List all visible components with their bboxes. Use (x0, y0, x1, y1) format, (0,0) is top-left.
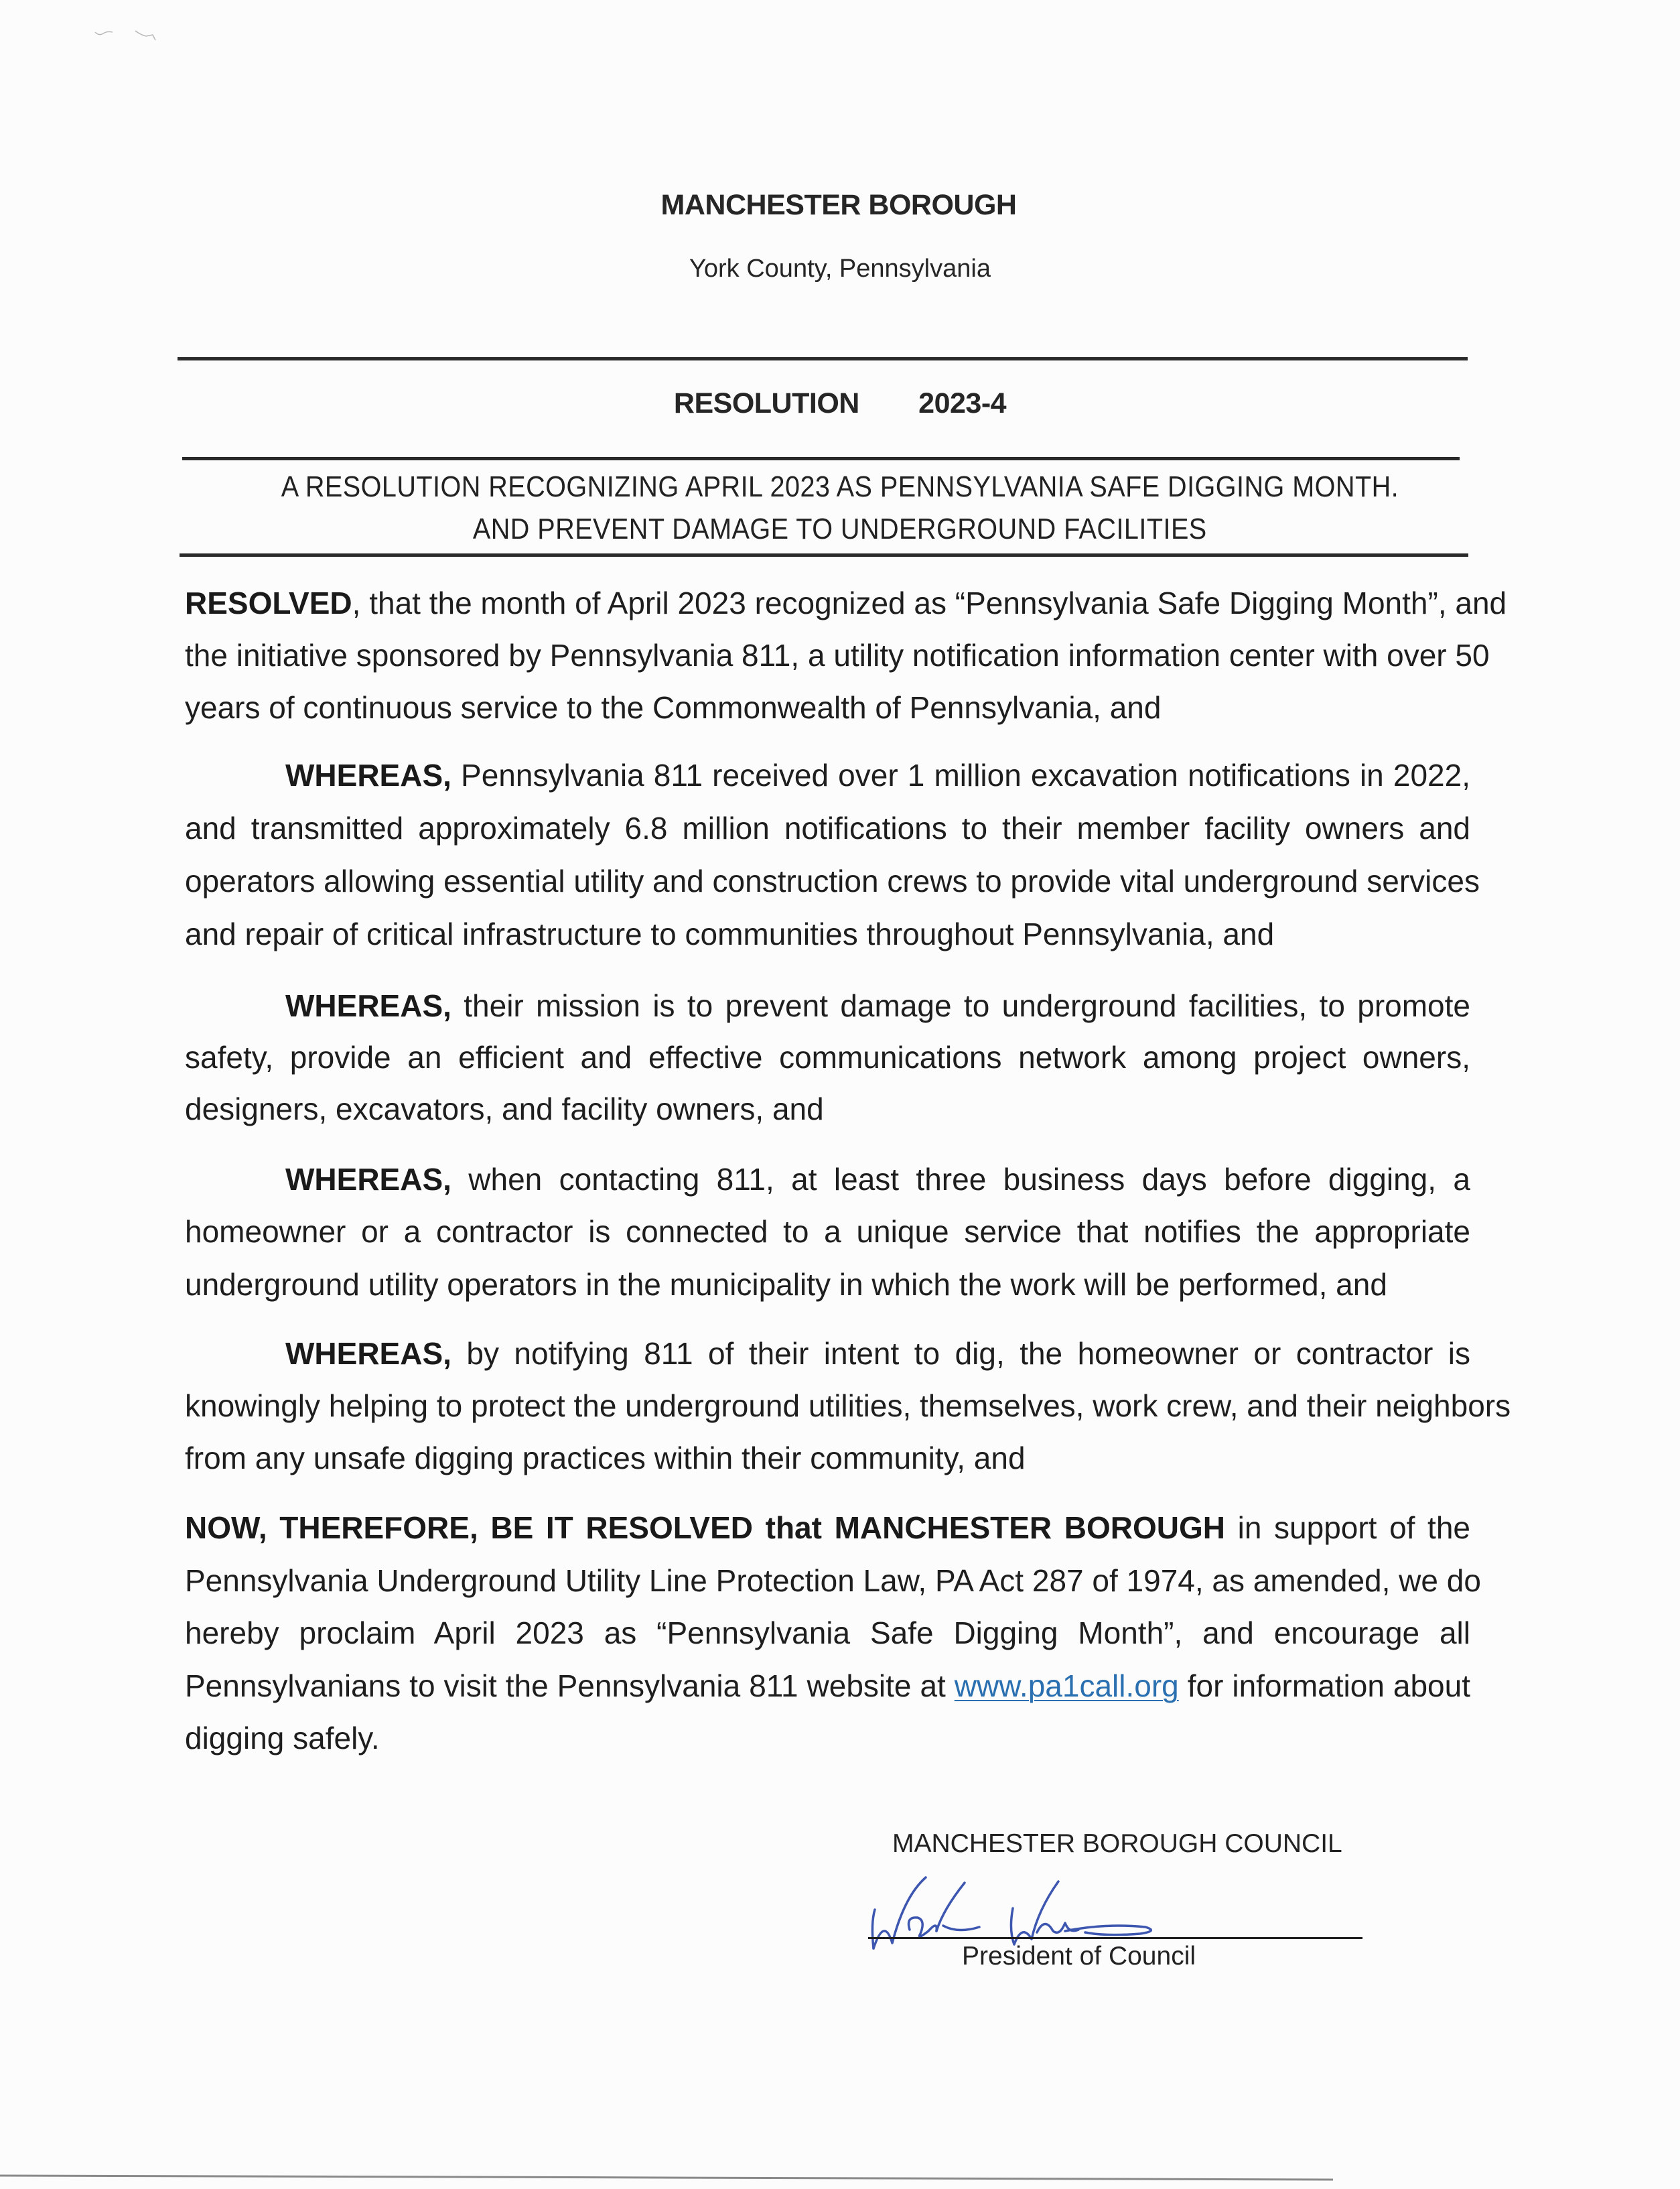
now-therefore-lead: NOW, THEREFORE, BE IT RESOLVED that MANCHESTER BOROUGH (185, 1510, 1225, 1545)
text-line: and repair of critical infrastructure to communities throughout Pennsylvania, and (185, 917, 1275, 951)
text-line: digging safely. (185, 1721, 380, 1755)
signature-line (868, 1937, 1362, 1939)
whereas-lead: WHEREAS, (285, 758, 451, 793)
municipality-title: MANCHESTER BOROUGH (660, 189, 1017, 221)
resolution-subtitle-line-1: A RESOLUTION RECOGNIZING APRIL 2023 AS PENNSYLVANIA SAFE DIGGING MONTH. (281, 470, 1399, 503)
text-line: Pennsylvania Underground Utility Line Protection Law, PA Act 287 of 1974, as amended, we do (185, 1563, 1481, 1598)
county-state: York County, Pennsylvania (689, 255, 991, 283)
text-line: underground utility operators in the municipality in which the work will be performed, and (185, 1267, 1387, 1302)
whereas-lead: WHEREAS, (285, 988, 451, 1023)
text-line: designers, excavators, and facility owners, and (185, 1091, 824, 1126)
text-line: and transmitted approximately 6.8 million notifications to their member facility owners and (185, 811, 1470, 846)
text-line: from any unsafe digging practices within their community, and (185, 1441, 1026, 1475)
resolution-subtitle-line-2: AND PREVENT DAMAGE TO UNDERGROUND FACILITIES (473, 513, 1207, 545)
text-line: WHEREAS, when contacting 811, at least three business days before digging, a (285, 1162, 1470, 1197)
pa1call-website-link[interactable]: www.pa1call.org (954, 1668, 1179, 1703)
text-line: the initiative sponsored by Pennsylvania 811, a utility notification information center with over 50 (185, 638, 1490, 673)
text-line: WHEREAS, Pennsylvania 811 received over 1 million excavation notifications in 2022, (285, 758, 1470, 793)
resolution-number: RESOLUTION 2023-4 (673, 387, 1007, 419)
scan-artifact-mark (94, 28, 167, 42)
text-line: WHEREAS, by notifying 811 of their intent to dig, the homeowner or contractor is (285, 1336, 1470, 1371)
text-line: WHEREAS, their mission is to prevent damage to underground facilities, to promote (285, 988, 1470, 1023)
divider-rule-top (178, 357, 1468, 360)
text-line: NOW, THEREFORE, BE IT RESOLVED that MANCHESTER BOROUGH in support of the (185, 1510, 1471, 1545)
text-line: safety, provide an efficient and effective communications network among project owners, (185, 1040, 1470, 1075)
signatory-title: President of Council (962, 1942, 1196, 1971)
text-line: knowingly helping to protect the underground utilities, themselves, work crew, and their neighbors (185, 1388, 1511, 1423)
divider-rule-middle (182, 457, 1460, 460)
signature-organization: MANCHESTER BOROUGH COUNCIL (892, 1829, 1342, 1858)
whereas-lead: WHEREAS, (285, 1162, 451, 1197)
text-line: homeowner or a contractor is connected to a unique service that notifies the appropriate (185, 1214, 1470, 1249)
text-line: hereby proclaim April 2023 as “Pennsylvania Safe Digging Month”, and encourage all (185, 1615, 1470, 1650)
whereas-lead: WHEREAS, (285, 1336, 451, 1371)
text-line: operators allowing essential utility and construction crews to provide vital underground services (185, 864, 1480, 899)
resolved-lead: RESOLVED (185, 586, 352, 620)
scan-bottom-edge (0, 2174, 1680, 2181)
divider-rule-bottom (180, 553, 1468, 557)
text-line: Pennsylvanians to visit the Pennsylvania 811 website at www.pa1call.org for information about (185, 1668, 1470, 1703)
text-line: years of continuous service to the Commonwealth of Pennsylvania, and (185, 690, 1162, 725)
text-line: RESOLVED, that the month of April 2023 recognized as “Pennsylvania Safe Digging Month”, and (185, 586, 1507, 620)
